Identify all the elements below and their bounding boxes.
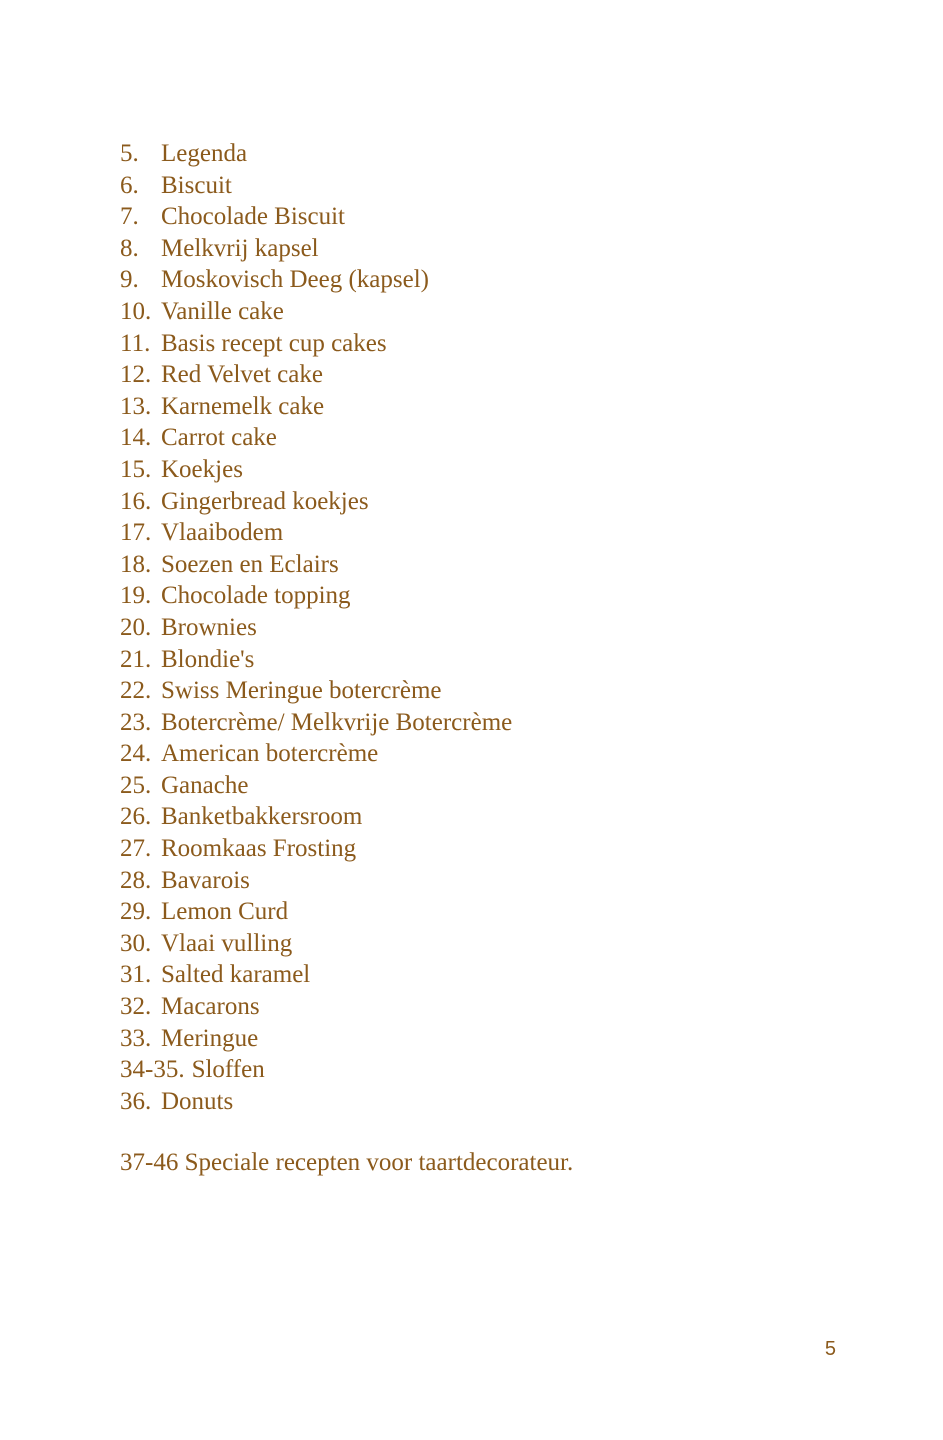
table-of-contents xyxy=(120,138,512,1117)
toc-entry xyxy=(120,517,512,549)
toc-entry xyxy=(120,391,512,423)
toc-entry-label: Ganache xyxy=(161,771,249,799)
toc-entry-label: Moskovisch Deeg (kapsel) xyxy=(161,266,429,294)
toc-entry-number: 23. xyxy=(120,708,152,736)
toc-entry-label: Melkvrij kapsel xyxy=(161,234,319,262)
toc-entry-label: Red Velvet cake xyxy=(161,361,323,389)
toc-entry-number: 28. xyxy=(120,866,152,894)
toc-entry xyxy=(120,896,512,928)
toc-entry-label: Legenda xyxy=(161,140,248,167)
toc-entry-label: Salted karamel xyxy=(161,961,311,989)
toc-entry-label: Roomkaas Frosting xyxy=(161,835,357,863)
toc-entry xyxy=(120,296,512,328)
toc-entry xyxy=(120,138,512,170)
toc-entry-number: 29. xyxy=(120,898,152,926)
special-recipes-note: 37-46 Speciale recepten voor taartdecorateur. xyxy=(120,1149,574,1176)
toc-entry-label: Vlaai vulling xyxy=(161,929,293,957)
toc-entry-number: 22. xyxy=(120,677,152,705)
toc-entry-label: American botercrème xyxy=(161,740,379,768)
toc-entry-number: 16. xyxy=(120,487,152,515)
toc-entry-label: Chocolade topping xyxy=(161,582,351,610)
toc-entry-label: Sloffen xyxy=(191,1056,265,1084)
toc-entry-label: Basis recept cup cakes xyxy=(161,329,387,357)
toc-entry xyxy=(120,1054,512,1086)
toc-entry xyxy=(120,801,512,833)
toc-entry xyxy=(120,359,512,391)
toc-entry-label: Vlaaibodem xyxy=(161,519,284,547)
toc-entry-label: Macarons xyxy=(161,993,260,1021)
toc-entry xyxy=(120,1086,512,1118)
toc-entry xyxy=(120,738,512,770)
toc-entry xyxy=(120,486,512,518)
toc-entry-label: Gingerbread koekjes xyxy=(161,487,369,515)
toc-entry-number: 32. xyxy=(120,993,152,1021)
toc-entry-number: 18. xyxy=(120,550,152,578)
toc-entry-label: Botercrème/ Melkvrije Botercrème xyxy=(161,708,513,736)
toc-entry-number: 26. xyxy=(120,803,152,831)
toc-entry xyxy=(120,707,512,739)
toc-entry-number: 24. xyxy=(120,740,152,768)
toc-entry xyxy=(120,644,512,676)
toc-entry-number: 9. xyxy=(120,266,139,294)
toc-entry-label: Lemon Curd xyxy=(161,898,289,926)
toc-entry-label: Banketbakkersroom xyxy=(161,803,363,831)
toc-entry-number: 30. xyxy=(120,929,152,957)
toc-entry xyxy=(120,1023,512,1055)
page-number: 5 xyxy=(824,1338,836,1360)
toc-entry-label: Koekjes xyxy=(161,455,243,483)
toc-entry-number: 19. xyxy=(120,582,152,610)
toc-entry xyxy=(120,612,512,644)
toc-entry xyxy=(120,928,512,960)
toc-entry-label: Carrot cake xyxy=(161,424,277,452)
toc-entry-number: 25. xyxy=(120,771,152,799)
toc-entry-number: 15. xyxy=(120,455,152,483)
toc-entry xyxy=(120,233,512,265)
toc-entry-number: 17. xyxy=(120,519,152,547)
toc-entry xyxy=(120,328,512,360)
toc-entry xyxy=(120,991,512,1023)
toc-entry-label: Karnemelk cake xyxy=(161,392,325,420)
toc-entry-label: Chocolade Biscuit xyxy=(161,203,345,231)
toc-entry-number: 14. xyxy=(120,424,152,452)
toc-entry xyxy=(120,201,512,233)
toc-entry-number: 7. xyxy=(120,203,139,231)
toc-entry xyxy=(120,959,512,991)
toc-entry-label: Bavarois xyxy=(161,866,250,894)
toc-entry-number: 10. xyxy=(120,297,152,325)
toc-entry-label: Donuts xyxy=(161,1087,234,1115)
toc-entry xyxy=(120,580,512,612)
toc-entry-number: 6. xyxy=(120,171,139,199)
toc-entry-number: 5. xyxy=(120,140,139,167)
toc-entry-number: 20. xyxy=(120,613,152,641)
toc-entry xyxy=(120,549,512,581)
toc-entry-label: Vanille cake xyxy=(161,297,284,325)
toc-entry xyxy=(120,170,512,202)
toc-entry-number: 13. xyxy=(120,392,152,420)
toc-entry-label: Swiss Meringue botercrème xyxy=(161,677,442,705)
toc-entry xyxy=(120,454,512,486)
toc-entry-label: Soezen en Eclairs xyxy=(161,550,339,578)
toc-entry-number: 27. xyxy=(120,835,152,863)
toc-entry xyxy=(120,264,512,296)
toc-entry xyxy=(120,675,512,707)
toc-entry-label: Biscuit xyxy=(161,171,232,199)
toc-entry-number: 31. xyxy=(120,961,152,989)
toc-entry-label: Meringue xyxy=(161,1024,259,1052)
toc-entry-number: 8. xyxy=(120,234,139,262)
toc-entry-number: 12. xyxy=(120,361,152,389)
toc-entry xyxy=(120,422,512,454)
toc-entry xyxy=(120,833,512,865)
toc-entry-number: 34-35. xyxy=(120,1056,185,1084)
toc-entry-number: 21. xyxy=(120,645,152,673)
toc-entry-number: 11. xyxy=(120,329,151,357)
toc-entry-label: Blondie's xyxy=(161,645,255,673)
toc-entry xyxy=(120,865,512,897)
toc-entry-label: Brownies xyxy=(161,613,257,641)
toc-entry xyxy=(120,770,512,802)
toc-entry-number: 33. xyxy=(120,1024,152,1052)
toc-entry-number: 36. xyxy=(120,1087,152,1115)
